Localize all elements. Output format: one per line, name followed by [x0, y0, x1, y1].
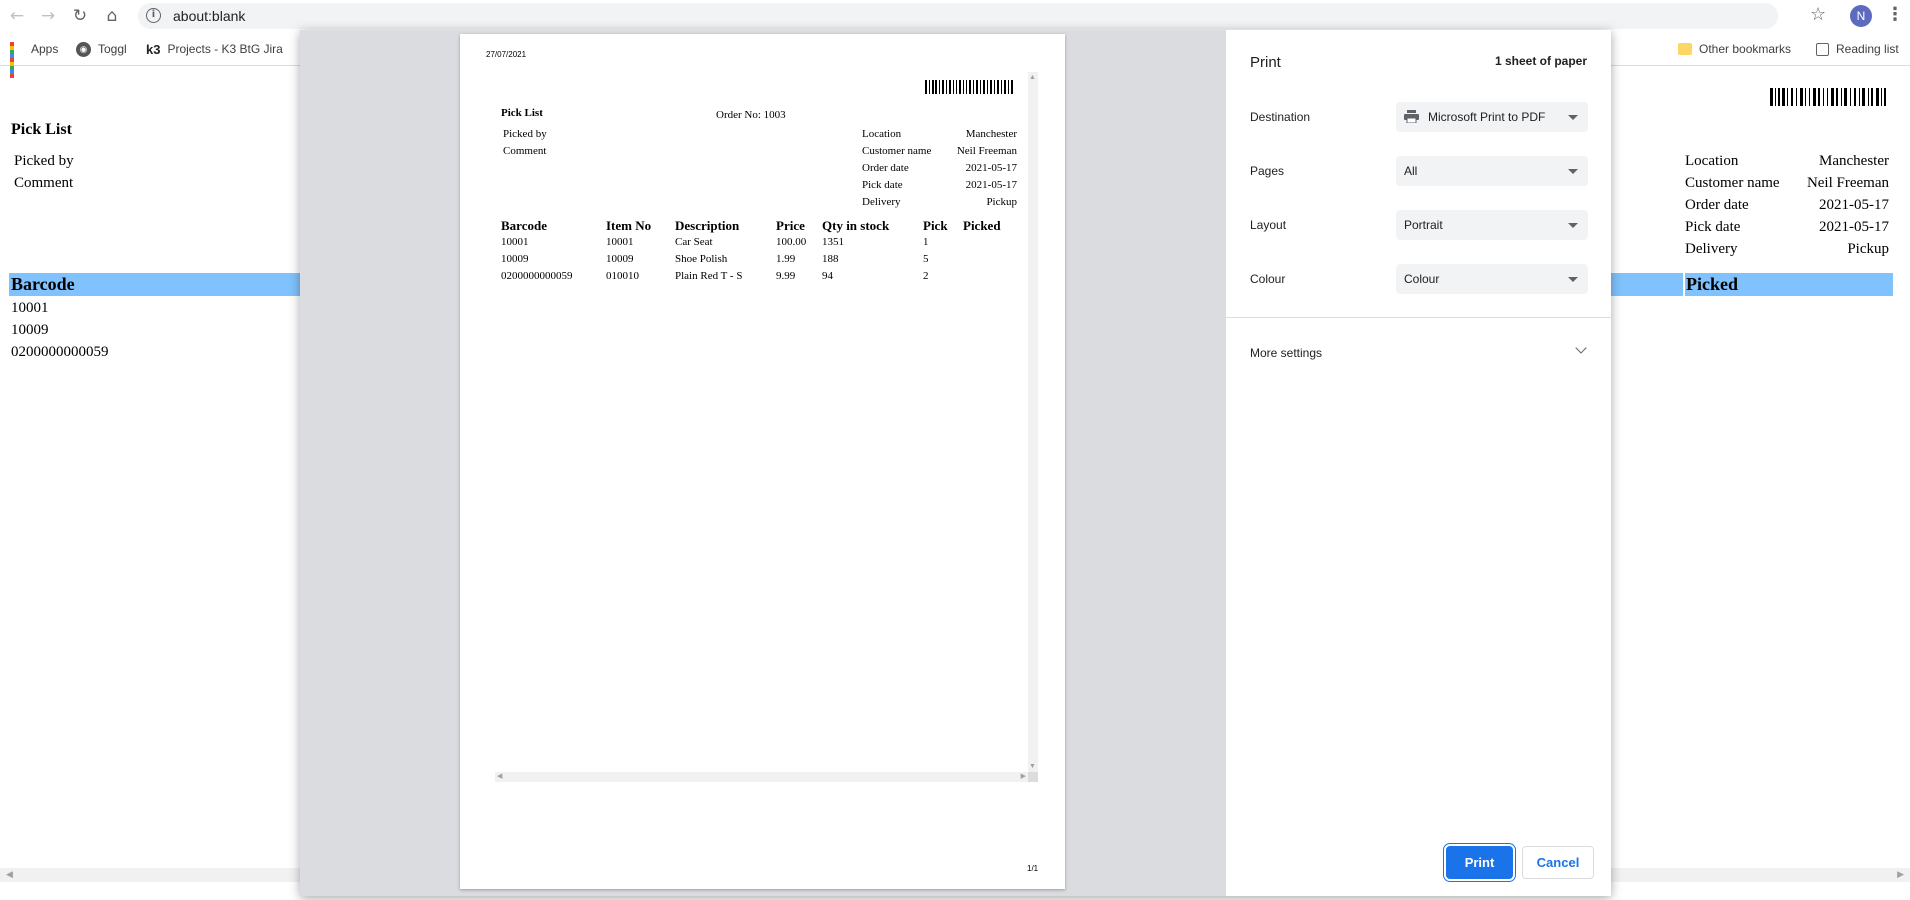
- preview-comment: Comment: [503, 145, 547, 157]
- print-button[interactable]: Print: [1446, 846, 1513, 879]
- info-value: Neil Freeman: [1806, 175, 1889, 191]
- scroll-down-icon[interactable]: ▼: [1029, 762, 1036, 770]
- info-row: [862, 145, 1017, 162]
- folder-icon: [1678, 43, 1692, 55]
- picked-column-header: Picked: [1686, 274, 1738, 294]
- table-cell: 10001: [501, 236, 529, 248]
- preview-order-no: Order No: 1003: [716, 109, 786, 121]
- bookmark-label: Projects - K3 BtG Jira: [167, 42, 283, 56]
- bookmark-reading-list[interactable]: [1816, 40, 1899, 58]
- print-settings-panel: [1225, 30, 1611, 896]
- address-bar[interactable]: [138, 3, 1778, 29]
- k3-icon: k3: [146, 41, 161, 57]
- info-row: [862, 196, 1017, 213]
- layout-select[interactable]: [1396, 210, 1588, 240]
- colour-value: Colour: [1404, 272, 1440, 286]
- info-label: Order date: [862, 162, 909, 174]
- table-cell: 2: [923, 270, 929, 282]
- info-value: 2021-05-17: [1819, 197, 1889, 213]
- bookmark-other[interactable]: [1678, 40, 1791, 58]
- chevron-down-icon: [1568, 115, 1578, 120]
- info-label: Location: [862, 128, 902, 140]
- colour-select[interactable]: [1396, 264, 1588, 294]
- table-cell: 1.99: [776, 253, 796, 265]
- layout-value: Portrait: [1404, 218, 1443, 232]
- info-label: Location: [1685, 153, 1739, 169]
- scroll-up-icon[interactable]: ▲: [1029, 73, 1036, 81]
- preview-vertical-scrollbar[interactable]: [1028, 72, 1038, 772]
- chevron-down-icon: [1568, 169, 1578, 174]
- table-header-cell: Pick: [923, 218, 948, 233]
- info-value: Manchester: [1819, 153, 1889, 169]
- bookmark-apps[interactable]: [10, 40, 58, 58]
- pages-label: Pages: [1250, 164, 1285, 178]
- info-value: Pickup: [986, 196, 1017, 208]
- info-row: [1685, 219, 1889, 241]
- info-row: [1685, 175, 1889, 197]
- scroll-right-icon[interactable]: ▶: [1020, 772, 1026, 780]
- chevron-down-icon: [1568, 223, 1578, 228]
- barcode-image: [1770, 88, 1886, 106]
- table-header-cell: Price: [776, 218, 805, 233]
- table-cell: 010010: [606, 270, 639, 282]
- table-cell: 9.99: [776, 270, 796, 282]
- table-cell: 0200000000059: [501, 270, 573, 282]
- info-row: [1685, 241, 1889, 263]
- barcode-cell: 0200000000059: [11, 344, 109, 360]
- divider: [1226, 317, 1612, 318]
- home-icon[interactable]: ⌂: [106, 6, 118, 26]
- order-info-block: [1685, 153, 1889, 263]
- preview-horizontal-scrollbar[interactable]: [495, 772, 1028, 782]
- scroll-left-icon[interactable]: ◀: [6, 869, 13, 879]
- table-cell: 1351: [822, 236, 844, 248]
- forward-icon[interactable]: →: [40, 6, 56, 26]
- colour-label: Colour: [1250, 272, 1286, 286]
- barcode-image: [925, 80, 1014, 94]
- bookmark-star-icon[interactable]: ☆: [1810, 4, 1827, 25]
- table-cell: Plain Red T - S: [675, 270, 743, 282]
- info-label: Delivery: [862, 196, 901, 208]
- picked-by-label: Picked by: [14, 153, 74, 169]
- comment-label: Comment: [14, 175, 74, 191]
- destination-select[interactable]: [1396, 102, 1588, 132]
- preview-page-number: 1/1: [1027, 864, 1039, 873]
- layout-label: Layout: [1250, 218, 1287, 232]
- info-value: 2021-05-17: [965, 179, 1017, 191]
- cancel-button[interactable]: Cancel: [1522, 846, 1594, 879]
- table-cell: 5: [923, 253, 929, 265]
- column-divider: [1683, 273, 1685, 296]
- scroll-corner: [1028, 772, 1038, 782]
- bookmark-label: Toggl: [98, 42, 127, 56]
- barcode-cell: 10009: [11, 322, 49, 338]
- browser-toolbar: [0, 0, 1910, 32]
- table-cell: 94: [822, 270, 833, 282]
- bookmark-toggl[interactable]: [76, 40, 127, 58]
- reload-icon[interactable]: ↻: [72, 6, 88, 26]
- table-header-cell: Description: [675, 218, 740, 233]
- preview-date: 27/07/2021: [486, 50, 527, 59]
- table-cell: 1: [923, 236, 929, 248]
- table-header-cell: Barcode: [501, 218, 547, 233]
- scroll-left-icon[interactable]: ◀: [497, 772, 503, 780]
- printer-icon: [1404, 110, 1419, 123]
- info-value: Pickup: [1847, 241, 1889, 257]
- barcode-cell: 10001: [11, 300, 49, 316]
- info-row: [862, 162, 1017, 179]
- table-header-cell: Item No: [606, 218, 652, 233]
- table-header-cell: Picked: [963, 218, 1001, 233]
- info-value: Neil Freeman: [956, 145, 1017, 157]
- print-dialog: [300, 30, 1611, 896]
- table-cell: 10009: [501, 253, 529, 265]
- info-label: Order date: [1685, 197, 1749, 213]
- info-label: Delivery: [1685, 241, 1738, 257]
- table-cell: Car Seat: [675, 236, 713, 248]
- site-info-icon[interactable]: i: [146, 8, 161, 23]
- info-value: 2021-05-17: [1819, 219, 1889, 235]
- barcode-column-header: Barcode: [11, 274, 75, 294]
- info-label: Customer name: [1685, 175, 1780, 191]
- chevron-down-icon[interactable]: [1575, 342, 1586, 353]
- info-row: [1685, 153, 1889, 175]
- apps-grid-icon: [10, 42, 24, 56]
- profile-avatar[interactable]: N: [1850, 5, 1872, 27]
- url-text[interactable]: about:blank: [173, 8, 246, 24]
- preview-order-info: [862, 128, 1017, 213]
- pages-select[interactable]: [1396, 156, 1588, 186]
- info-row: [862, 128, 1017, 145]
- bookmark-label: Apps: [31, 42, 59, 56]
- info-row: [862, 179, 1017, 196]
- table-header-cell: Qty in stock: [822, 218, 890, 233]
- page-title: Pick List: [11, 121, 72, 138]
- info-label: Customer name: [862, 145, 932, 157]
- destination-value: Microsoft Print to PDF: [1428, 110, 1546, 124]
- bookmark-label: Reading list: [1836, 42, 1899, 56]
- table-cell: 188: [822, 253, 839, 265]
- preview-title: Pick List: [501, 107, 543, 119]
- reading-list-icon: [1816, 43, 1829, 56]
- print-preview-area: [300, 30, 1225, 896]
- info-label: Pick date: [1685, 219, 1741, 235]
- table-cell: 10009: [606, 253, 634, 265]
- print-title: Print: [1250, 54, 1281, 71]
- chevron-down-icon: [1568, 277, 1578, 282]
- info-row: [1685, 197, 1889, 219]
- destination-label: Destination: [1250, 110, 1311, 124]
- bookmark-label: Other bookmarks: [1699, 42, 1792, 56]
- info-value: Manchester: [965, 128, 1017, 140]
- table-cell: 10001: [606, 236, 634, 248]
- info-label: Pick date: [862, 179, 903, 191]
- browser-menu-icon[interactable]: ⋮: [1886, 4, 1904, 25]
- table-cell: Shoe Polish: [675, 253, 728, 265]
- scroll-right-icon[interactable]: ▶: [1897, 869, 1904, 879]
- sheet-count: 1 sheet of paper: [1494, 54, 1587, 68]
- info-value: 2021-05-17: [965, 162, 1017, 174]
- table-cell: 100.00: [776, 236, 807, 248]
- back-icon[interactable]: ←: [9, 6, 25, 26]
- preview-page: [460, 34, 1065, 889]
- preview-picked-by: Picked by: [503, 128, 547, 140]
- bookmark-k3-jira[interactable]: [146, 40, 283, 58]
- pages-value: All: [1404, 164, 1418, 178]
- more-settings-toggle[interactable]: More settings: [1250, 346, 1323, 360]
- toggl-icon: ◉: [76, 42, 91, 57]
